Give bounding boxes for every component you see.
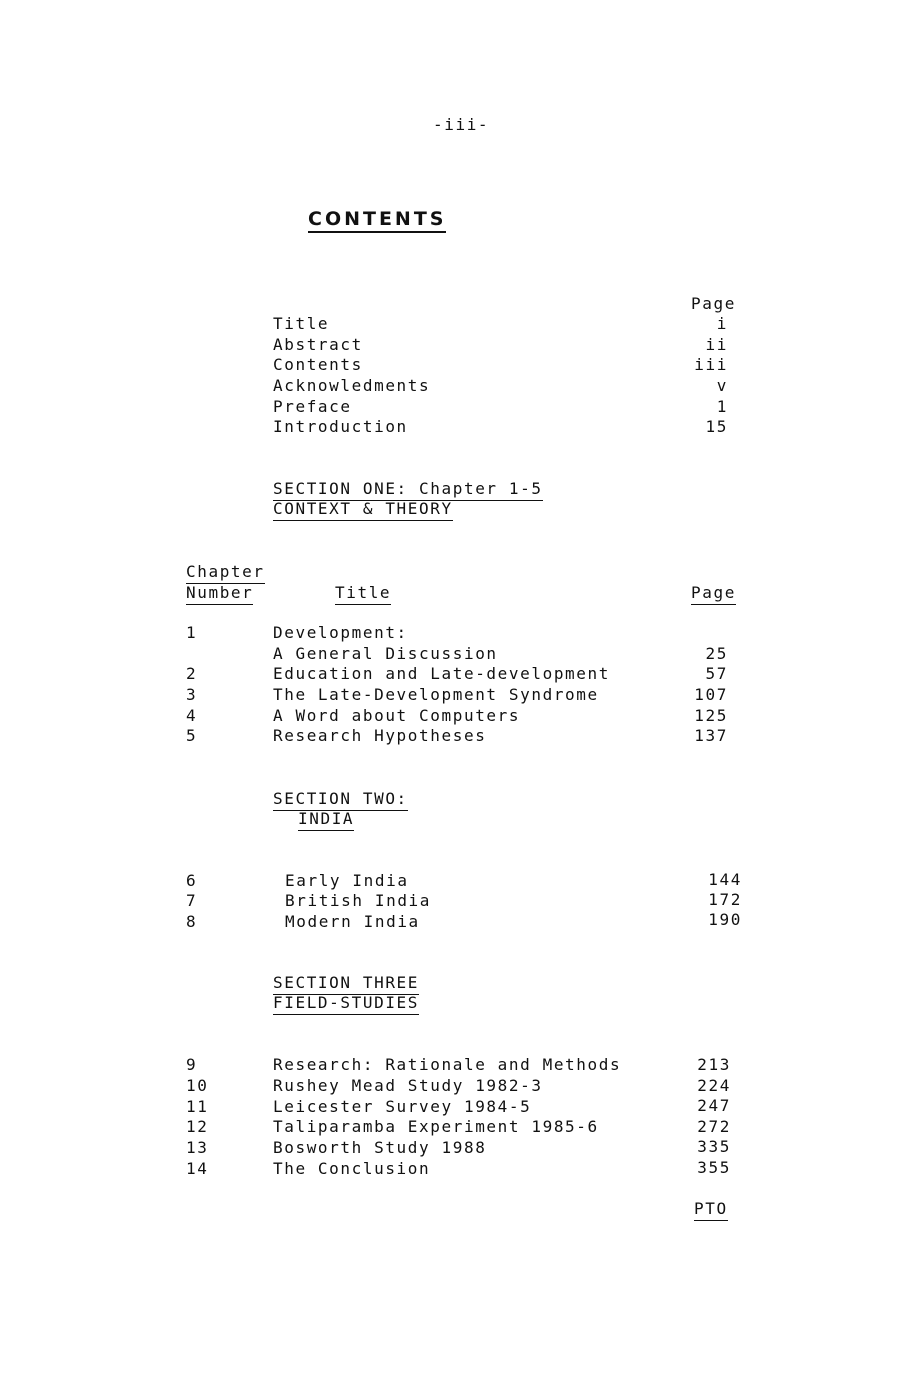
chapter-title: Leicester Survey 1984-5 (273, 1097, 532, 1116)
chapter-title: Bosworth Study 1988 (273, 1138, 487, 1157)
chapter-title: British India (285, 891, 432, 910)
chapter-title: The Conclusion (273, 1159, 431, 1178)
chapter-title: Research: Rationale and Methods (273, 1055, 622, 1074)
chapter-number: 10 (186, 1076, 209, 1095)
chapter-page: 335 (697, 1137, 731, 1156)
prelim-title: Preface (273, 397, 352, 416)
chapter-number: 5 (186, 726, 198, 745)
chapter-title: A Word about Computers (273, 706, 521, 725)
chapter-title: Development: (273, 623, 408, 642)
chapter-column-header: Chapter (186, 562, 265, 584)
chapter-page: 172 (708, 890, 742, 909)
chapter-page: 190 (708, 910, 742, 929)
page-number: -iii- (433, 115, 490, 134)
chapter-title: Taliparamba Experiment 1985-6 (273, 1117, 599, 1136)
page-column-header: Page (691, 294, 736, 313)
title-column-header: Title (335, 583, 391, 605)
section-two-subheading: INDIA (298, 809, 354, 831)
chapter-number: 9 (186, 1055, 198, 1074)
prelim-page: i (716, 314, 728, 333)
chapter-title: Education and Late-development (273, 664, 610, 683)
number-column-header: Number (186, 583, 253, 605)
section-three-subheading: FIELD-STUDIES (273, 993, 419, 1015)
chapter-page: 272 (697, 1117, 731, 1136)
chapter-title: Research Hypotheses (273, 726, 487, 745)
section-two-heading: SECTION TWO: (273, 789, 408, 811)
chapter-page: 137 (694, 726, 728, 745)
prelim-title: Abstract (273, 335, 363, 354)
chapter-page: 213 (697, 1055, 731, 1074)
chapter-title: Rushey Mead Study 1982-3 (273, 1076, 543, 1095)
page-column-header-2: Page (691, 583, 736, 605)
prelim-title: Contents (273, 355, 363, 374)
chapter-page: 144 (708, 870, 742, 889)
chapter-number: 3 (186, 685, 198, 704)
prelim-page: v (716, 376, 728, 395)
chapter-number: 4 (186, 706, 198, 725)
chapter-number: 13 (186, 1138, 209, 1157)
prelim-title: Introduction (273, 417, 408, 436)
chapter-number: 11 (186, 1097, 209, 1116)
chapter-number: 1 (186, 623, 198, 642)
section-one-subheading: CONTEXT & THEORY (273, 499, 453, 521)
prelim-title: Acknowledments (273, 376, 431, 395)
chapter-number: 7 (186, 891, 198, 910)
chapter-number: 6 (186, 871, 198, 890)
section-three-heading: SECTION THREE (273, 973, 419, 995)
chapter-number: 14 (186, 1159, 209, 1178)
chapter-number: 12 (186, 1117, 209, 1136)
chapter-page: 247 (697, 1096, 731, 1115)
prelim-page: iii (694, 355, 728, 374)
chapter-title: Modern India (285, 912, 420, 931)
chapter-number: 2 (186, 664, 198, 683)
pto-note: PTO (694, 1199, 728, 1221)
prelim-page: 1 (716, 397, 728, 416)
chapter-page: 25 (705, 644, 728, 663)
chapter-page: 57 (705, 664, 728, 683)
contents-heading: CONTENTS (308, 208, 446, 233)
prelim-title: Title (273, 314, 330, 333)
chapter-title: Early India (285, 871, 409, 890)
chapter-page: 355 (697, 1158, 731, 1177)
chapter-page: 125 (694, 706, 728, 725)
chapter-title: The Late-Development Syndrome (273, 685, 599, 704)
prelim-page: ii (705, 335, 728, 354)
prelim-page: 15 (705, 417, 728, 436)
chapter-page: 107 (694, 685, 728, 704)
section-one-heading: SECTION ONE: Chapter 1-5 (273, 479, 543, 501)
chapter-page: 224 (697, 1076, 731, 1095)
chapter-number: 8 (186, 912, 198, 931)
chapter-title: A General Discussion (273, 644, 498, 663)
